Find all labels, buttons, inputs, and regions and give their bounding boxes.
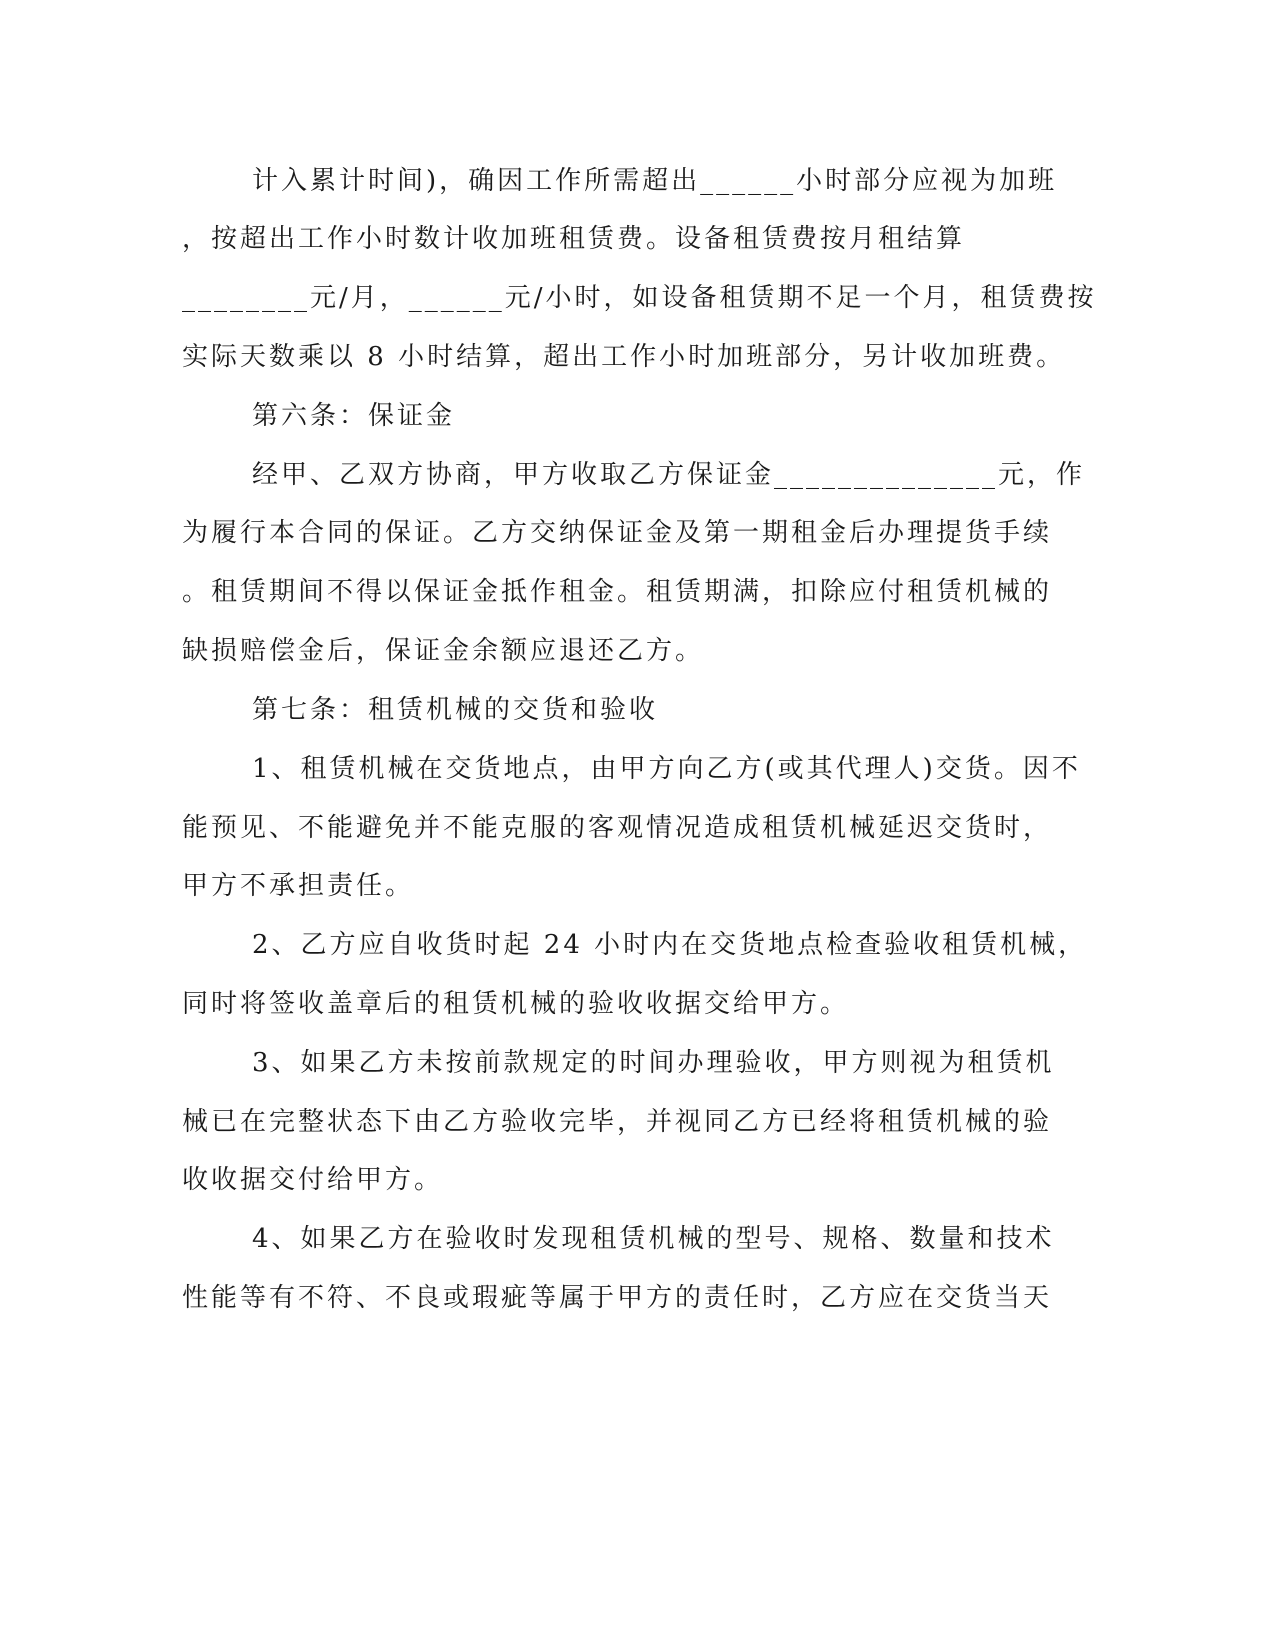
text-line: ________元/月，______元/小时，如设备租赁期不足一个月，租赁费按: [182, 283, 1097, 313]
section-heading: 第六条：保证金: [252, 401, 456, 431]
text-line: 性能等有不符、不良或瑕疵等属于甲方的责任时，乙方应在交货当天: [182, 1283, 1053, 1313]
text-line: 1、租赁机械在交货地点，由甲方向乙方(或其代理人)交货。因不: [252, 754, 1081, 784]
text-line: 械已在完整状态下由乙方验收完毕，并视同乙方已经将租赁机械的验: [182, 1107, 1053, 1137]
text-line: 甲方不承担责任。: [182, 871, 415, 901]
text-line: ，按超出工作小时数计收加班租赁费。设备租赁费按月租结算: [182, 224, 966, 254]
section-heading: 第七条：租赁机械的交货和验收: [252, 695, 659, 725]
text-line: 4、如果乙方在验收时发现租赁机械的型号、规格、数量和技术: [252, 1224, 1055, 1254]
text-line: 3、如果乙方未按前款规定的时间办理验收，甲方则视为租赁机: [252, 1048, 1055, 1078]
text-line: 实际天数乘以 8 小时结算，超出工作小时加班部分，另计收加班费。: [182, 342, 1066, 372]
text-line: 为履行本合同的保证。乙方交纳保证金及第一期租金后办理提货手续: [182, 518, 1053, 548]
text-line: 同时将签收盖章后的租赁机械的验收收据交给甲方。: [182, 989, 850, 1019]
text-line: 2、乙方应自收货时起 24 小时内在交货地点检查验收租赁机械，: [252, 930, 1088, 960]
text-line: 计入累计时间)，确因工作所需超出______小时部分应视为加班: [252, 166, 1058, 196]
text-line: 能预见、不能避免并不能克服的客观情况造成租赁机械延迟交货时，: [182, 813, 1053, 843]
text-line: 缺损赔偿金后，保证金余额应退还乙方。: [182, 636, 705, 666]
text-line: 经甲、乙双方协商，甲方收取乙方保证金______________元，作: [252, 460, 1086, 490]
text-line: 。租赁期间不得以保证金抵作租金。租赁期满，扣除应付租赁机械的: [182, 577, 1053, 607]
text-line: 收收据交付给甲方。: [182, 1165, 444, 1195]
